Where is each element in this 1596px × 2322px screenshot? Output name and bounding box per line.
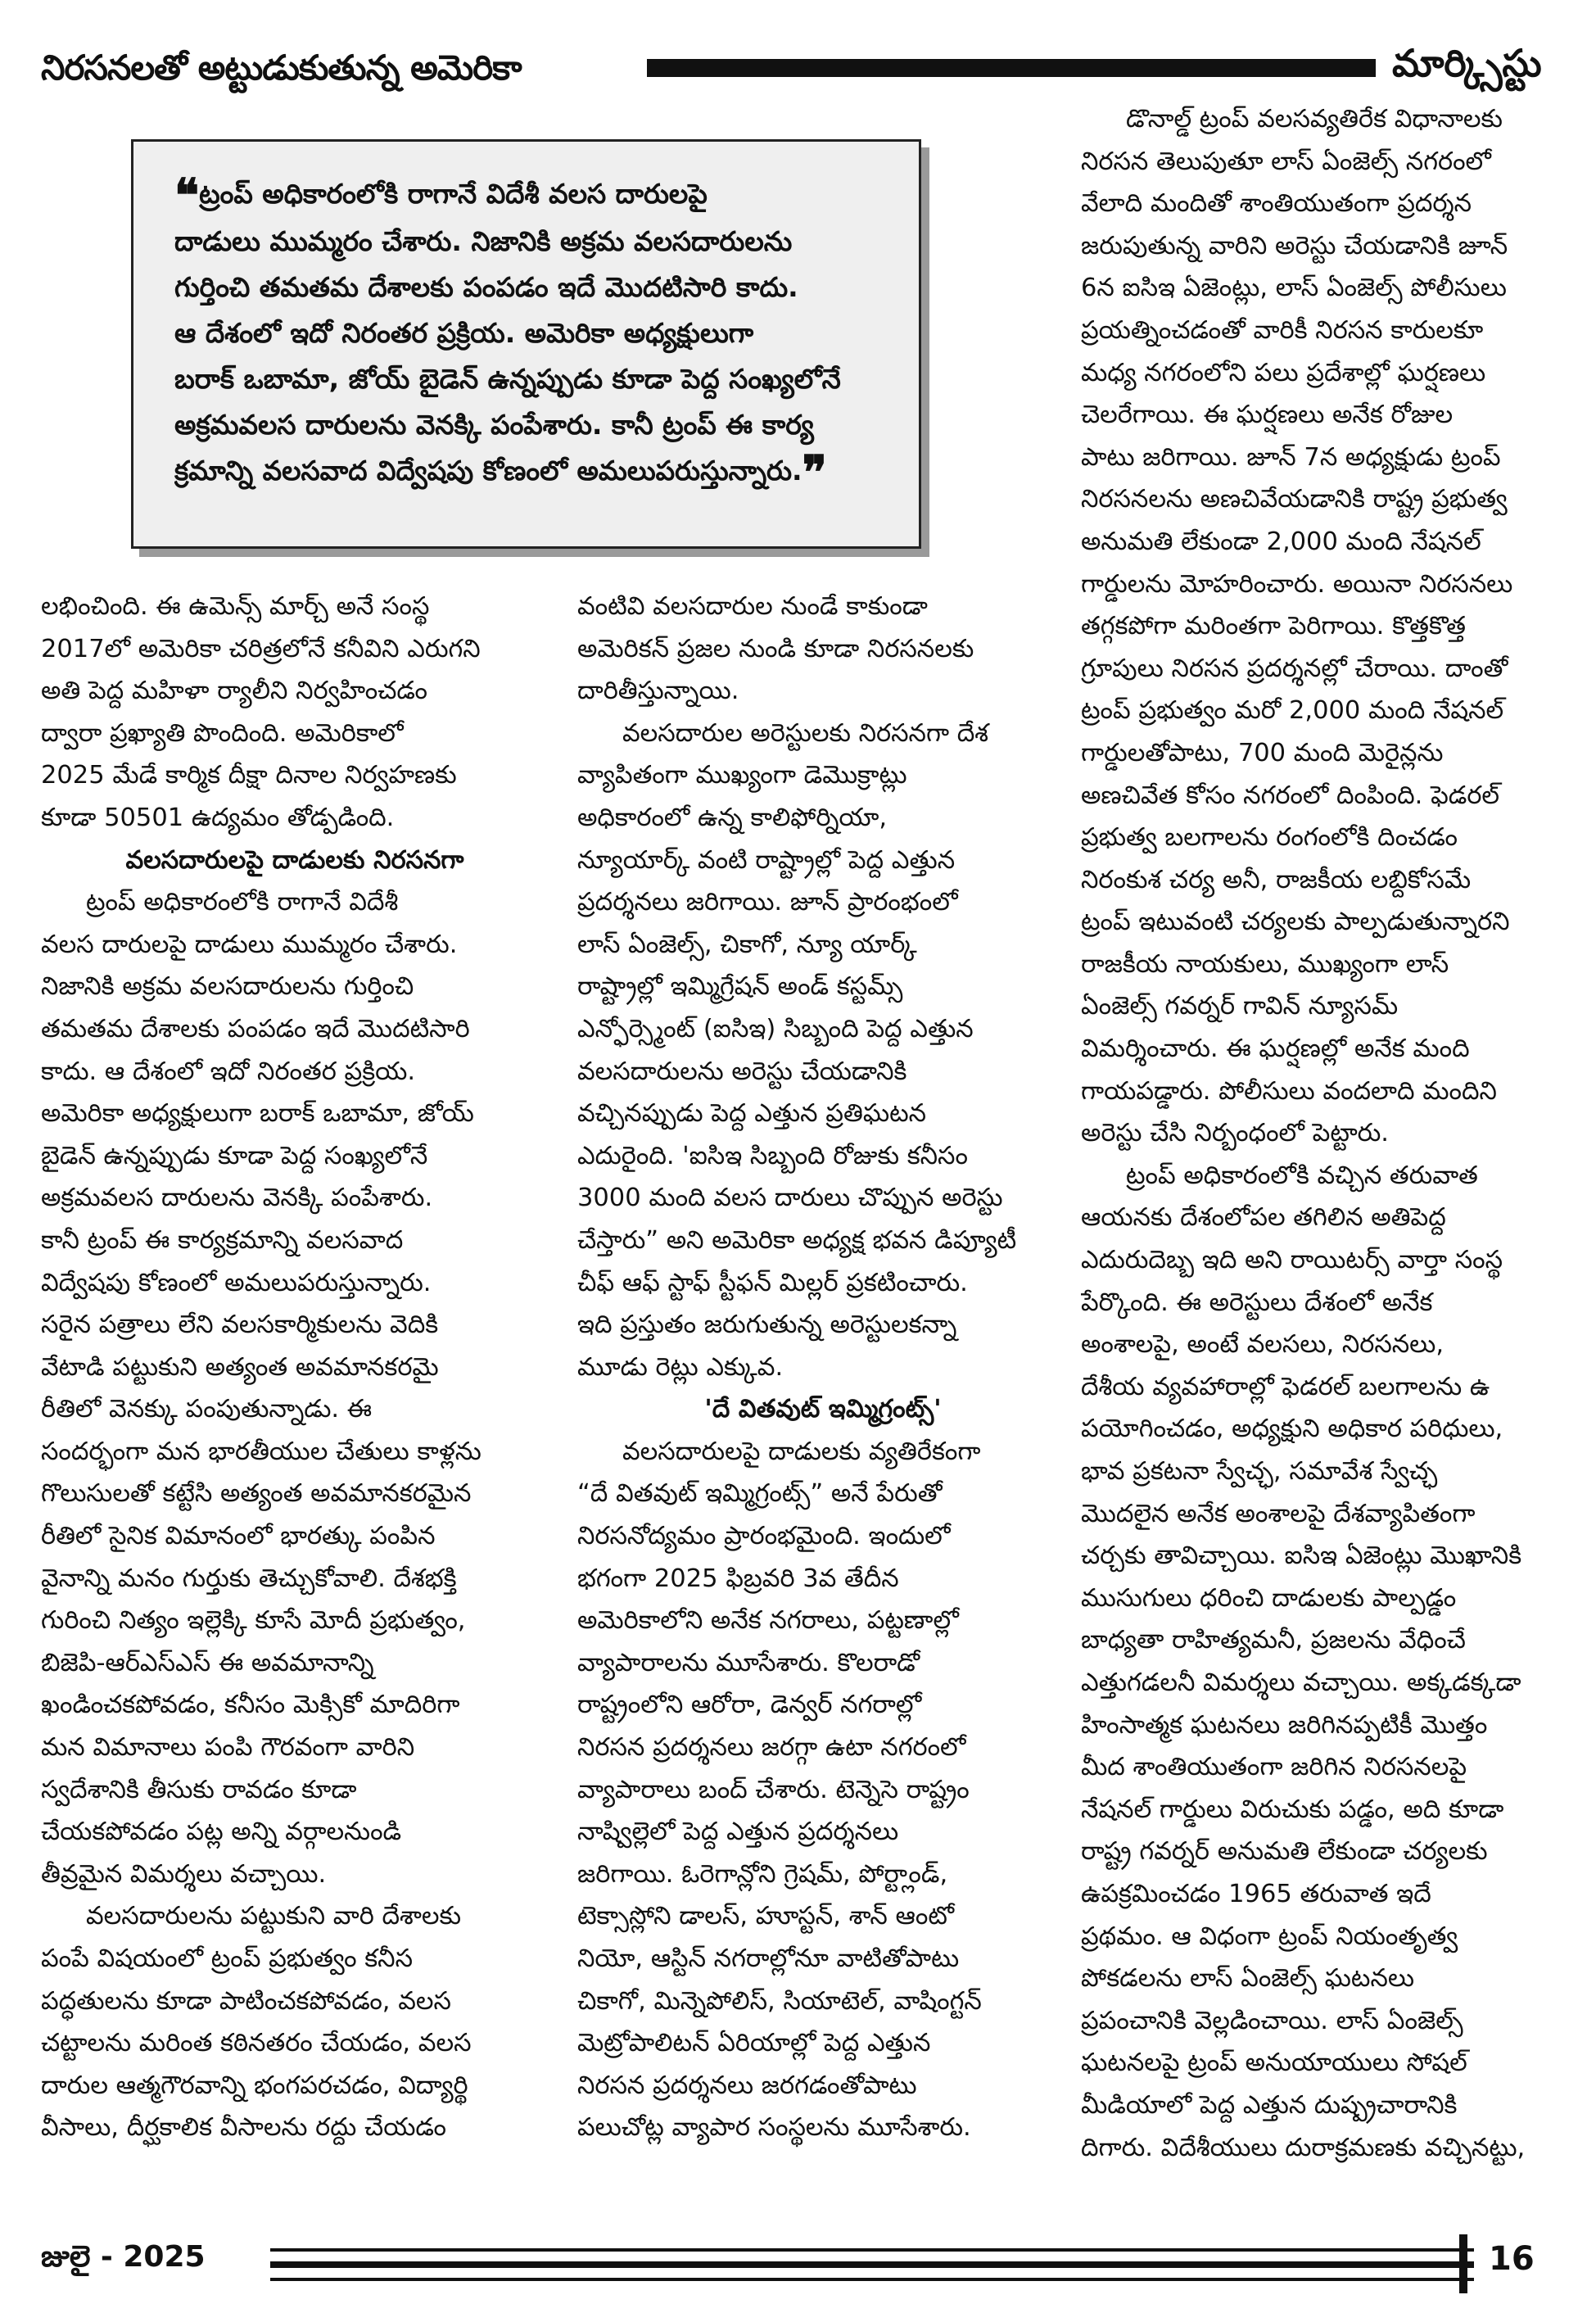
text-line: పయోగించడం, అధ్యక్షుని అధికార పరిధులు, [1081,1414,1503,1444]
text-line: డొనాల్డ్ ట్రంప్ వలసవ్యతిరేక విధానాలకు [1126,105,1503,134]
text-line: వేటాడి పట్టుకుని అత్యంత అవమానకరమై [41,1352,439,1382]
text-line: ప్రపంచానికి వెల్లడించాయి. లాస్ ఏంజెల్స్ [1081,2006,1463,2035]
text-line: కాదు. ఆ దేశంలో ఇదో నిరంతర ప్రక్రియ. [41,1057,416,1086]
text-line: లభించింది. ఈ ఉమెన్స్ మార్చ్ అనే సంస్థ [41,592,430,621]
text-line: గాయపడ్డారు. పోలీసులు వందలాది మందిని [1081,1076,1497,1106]
text-line: ప్రథమం. ఆ విధంగా ట్రంప్ నియంతృత్వ [1081,1921,1458,1951]
text-line: రాష్ట్ర గవర్నర్ అనుమతి లేకుండా చర్యలకు [1081,1837,1488,1867]
text-line: వ్యాపారాలను మూసేశారు. కొలరాడో [577,1648,920,1677]
text-line: దారితీస్తున్నాయి. [577,677,739,706]
text-line: సరైన పత్రాలు లేని వలసకార్మికులను వెదికి [41,1310,439,1340]
text-line: చేయకపోవడం పట్ల అన్ని వర్గాలనుండి [41,1817,402,1847]
text-line: ఆయనకు దేశంలోపల తగిలిన అతిపెద్ద [1081,1203,1446,1233]
text-line: జరిగాయి. ఓరెగాన్లోని గ్రెషమ్, పోర్ట్లాండ్, [577,1859,948,1889]
text-line: 6న ఐసిఇ ఏజెంట్లు, లాస్ ఏంజెల్స్ పోలీసులు [1081,274,1507,303]
text-line: చట్టాలను మరింత కఠినతరం చేయడం, వలస [41,2029,472,2058]
text-line: మీడియాలో పెద్ద ఎత్తున దుష్ప్రచారానికి [1081,2090,1458,2120]
text-line: తీవ్రమైన విమర్శలు వచ్చాయి. [41,1859,327,1889]
article-column-1 [41,586,549,2149]
pull-quote-box [131,139,921,549]
header-rule [647,59,1376,77]
text-line: ట్రంప్ ఇటువంటి చర్యలకు పాల్పడుతున్నారని [1081,908,1510,937]
issue-date: జులై - 2025 [41,2240,206,2274]
text-line: రీతిలో వెనక్కు పంపుతున్నాడు. ఈ [41,1395,373,1424]
text-line: ట్రంప్ అధికారంలోకి రాగానే విదేశీ [86,888,399,917]
footer-bar [1459,2234,1467,2293]
text-line: విమర్శించారు. ఈ ఘర్షణల్లో అనేక మంది [1081,1034,1470,1064]
text-line: అతి పెద్ద మహిళా ర్యాలీని నిర్వహించడం [41,677,427,706]
text-line: ఎదురైంది. 'ఐసిఇ సిబ్బంది రోజుకు కనీసం [577,1141,968,1170]
text-line: భగంగా 2025 ఫిబ్రవరి 3వ తేదీన [577,1564,899,1593]
text-line: అణచివేత కోసం నగరంలో దింపింది. ఫెడరల్ [1081,781,1500,810]
text-line: ఉపక్రమించడం 1965 తరువాత ఇదే [1081,1879,1431,1908]
pull-quote-line: క్రమాన్ని వలసవాద విద్వేషపు కోణంలో అమలుపరుస్తున్నారు.❞ [174,448,886,496]
pull-quote-line: అక్రమవలస దారులను వెనక్కి పంపేశారు. కానీ ట్రంప్ ఈ కార్య [174,409,814,441]
text-line: ఇది ప్రస్తుతం జరుగుతున్న అరెస్టులకన్నా [577,1310,957,1340]
text-line: గార్డులతోపాటు, 700 మంది మెరైన్లను [1081,738,1444,767]
text-line: వలసదారులను అరెస్టు చేయడానికి [577,1057,907,1086]
text-line: అమెరికన్ ప్రజల నుండి కూడా నిరసనలకు [577,634,974,663]
pull-quote-line: ఆ దేశంలో ఇదో నిరంతర ప్రక్రియ. అమెరికా అధ్యక్షులుగా [174,317,754,349]
text-line: కానీ ట్రంప్ ఈ కార్యక్రమాన్ని వలసవాద [41,1225,404,1255]
text-line: చీఫ్ ఆఫ్ స్టాఫ్ స్టీఫన్ మిల్లర్ ప్రకటించారు. [577,1268,968,1297]
text-line: ఎత్తుగడలనీ విమర్శలు వచ్చాయి. అక్కడక్కడా [1081,1668,1521,1697]
article-column-3 [1081,98,1572,2169]
text-line: రీతిలో సైనిక విమానంలో భారత్కు పంపిన [41,1522,436,1551]
text-line: నాష్విల్లెలో పెద్ద ఎత్తున ప్రదర్శనలు [577,1817,899,1847]
text-line: వైనాన్ని మనం గుర్తుకు తెచ్చుకోవాలి. దేశభక్తి [41,1564,457,1593]
text-line: జరుపుతున్న వారిని అరెస్టు చేయడానికి జూన్ [1081,231,1508,260]
text-line: నిరసన ప్రదర్శనలు జరగడంతోపాటు [577,2071,917,2100]
text-line: 3000 మంది వలస దారులు చొప్పున అరెస్టు [577,1184,1003,1213]
text-line: వలసదారులపై దాడులకు వ్యతిరేకంగా [622,1437,981,1466]
text-line: వ్యాపితంగా ముఖ్యంగా డెమొక్రాట్లు [577,761,907,790]
text-line: పలుచోట్ల వ్యాపార సంస్థలను మూసేశారు. [577,2113,971,2143]
text-line: అమెరికాలోని అనేక నగరాలు, పట్టణాల్లో [577,1606,959,1636]
text-line: వంటివి వలసదారుల నుండే కాకుండా [577,592,928,621]
text-line: రాష్ట్రంలోని ఆరోరా, డెన్వర్ నగరాల్లో [577,1691,922,1720]
subheading: వలసదారులపై దాడులకు నిరసనగా [125,845,464,875]
pull-quote-line: బరాక్ ఒబామా, జోయ్ బైడెన్ ఉన్నప్పుడు కూడా పెద్ద సంఖ్యలోనే [174,363,841,395]
text-line: తమతమ దేశాలకు పంపడం ఇదే మొదటిసారి [41,1014,470,1043]
text-line: వలసదారులను పట్టుకుని వారి దేశాలకు [86,1902,462,1931]
text-line: ముసుగులు ధరించి దాడులకు పాల్పడ్డం [1081,1583,1457,1613]
text-line: నిరసనోద్యమం ప్రారంభమైంది. ఇందులో [577,1522,951,1551]
text-line: దారుల ఆత్మగౌరవాన్ని భంగపరచడం, విద్యార్థి [41,2071,468,2100]
text-line: దిగారు. విదేశీయులు దురాక్రమణకు వచ్చినట్టు, [1081,2133,1526,2162]
article-column-2 [577,586,1069,2149]
text-line: ఏంజెల్స్ గవర్నర్ గావిన్ న్యూసమ్ [1081,992,1399,1021]
text-line: నిరసన ప్రదర్శనలు జరగ్గా ఉటా నగరంలో [577,1733,966,1763]
text-line: ఎన్ఫోర్స్మెంట్ (ఐసిఇ) సిబ్బంది పెద్ద ఎత్తున [577,1014,974,1043]
text-line: బిజెపి-ఆర్ఎస్ఎస్ ఈ అవమానాన్ని [41,1648,374,1677]
text-line: ద్వారా ప్రఖ్యాతి పొందింది. అమెరికాలో [41,718,404,748]
text-line: మీద శాంతియుతంగా జరిగిన నిరసనలపై [1081,1753,1467,1782]
section-title: నిరసనలతో అట్టుడుకుతున్న అమెరికా [41,48,522,88]
page-number: 16 [1489,2240,1535,2278]
text-line: దేశీయ వ్యవహారాల్లో ఫెడరల్ బలగాలను ఉ [1081,1372,1490,1401]
text-line: రాజకీయ నాయకులు, ముఖ్యంగా లాస్ [1081,949,1449,979]
text-line: చర్చకు తావిచ్చాయి. ఐసిఇ ఏజెంట్లు మొఖానికి [1081,1541,1522,1571]
text-line: విద్వేషపు కోణంలో అమలుపరుస్తున్నారు. [41,1268,432,1297]
text-line: వలస దారులపై దాడులు ముమ్మరం చేశారు. [41,930,458,959]
text-line: వచ్చినప్పుడు పెద్ద ఎత్తున ప్రతిఘటన [577,1099,927,1129]
text-line: పద్ధతులను కూడా పాటించకపోవడం, వలస [41,1986,451,2016]
text-line: ఎదురుదెబ్బ ఇది అని రాయిటర్స్ వార్తా సంస్థ [1081,1246,1503,1275]
text-line: చికాగో, మిన్నెపోలిస్, సియాటెల్, వాషింగ్టన్ [577,1986,982,2016]
text-line: ప్రయత్నించడంతో వారికీ నిరసన కారులకూ [1081,315,1484,345]
text-line: నిజానికి అక్రమ వలసదారులను గుర్తించి [41,972,414,1002]
text-line: కూడా 50501 ఉద్యమం తోడ్పడింది. [41,803,395,832]
magazine-name: మార్క్సిస్టు [1392,41,1542,85]
text-line: ప్రదర్శనలు జరిగాయి. జూన్ ప్రారంభంలో [577,888,958,917]
text-line: మొదలైన అనేక అంశాలపై దేశవ్యాపితంగా [1081,1499,1476,1528]
subheading: 'దే వితవుట్ ఇమ్మిగ్రంట్స్' [704,1395,942,1424]
text-line: రాష్ట్రాల్లో ఇమ్మిగ్రేషన్ అండ్ కస్టమ్స్ [577,972,903,1002]
text-line: అరెస్టు చేసి నిర్బంధంలో పెట్టారు. [1081,1119,1389,1148]
text-line: “దే వితవుట్ ఇమ్మిగ్రంట్స్” అనే పేరుతో [577,1479,943,1509]
text-line: గురించి నిత్యం ఇల్లెక్కి కూసే మోదీ ప్రభుత్వం, [41,1606,466,1636]
text-line: బాధ్యతా రాహిత్యమనీ, ప్రజలను వేధించే [1081,1626,1466,1655]
text-line: గొలుసులతో కట్టేసి అత్యంత అవమానకరమైన [41,1479,472,1509]
text-line: పంపే విషయంలో ట్రంప్ ప్రభుత్వం కనీస [41,1944,414,1973]
pull-quote-line: దాడులు ముమ్మరం చేశారు. నిజానికి అక్రమ వలసదారులను [174,225,793,257]
text-line: తగ్గకపోగా మరింతగా పెరిగాయి. కొత్తకొత్త [1081,612,1466,641]
open-quote-icon: ❝ [174,171,200,219]
text-line: అమెరికా అధ్యక్షులుగా బరాక్ ఒబామా, జోయ్ [41,1099,474,1129]
text-line: మధ్య నగరంలోని పలు ప్రదేశాల్లో ఘర్షణలు [1081,358,1486,387]
text-line: నిరంకుశ చర్య అనీ, రాజకీయ లబ్దికోసమే [1081,865,1472,894]
text-line: 2025 మేడే కార్మిక దీక్షా దినాల నిర్వహణకు [41,761,457,790]
text-line: మన విమానాలు పంపి గౌరవంగా వారిని [41,1733,415,1763]
text-line: నియో, ఆస్టిన్ నగరాల్లోనూ వాటితోపాటు [577,1944,960,1973]
text-line: నేషనల్ గార్డులు విరుచుకు పడ్డం, అది కూడా [1081,1795,1504,1824]
text-line: గ్రూపులు నిరసన ప్రదర్శనల్లో చేరాయి. దాంతో [1081,654,1508,683]
text-line: వ్యాపారాలు బంద్ చేశారు. టెన్నెసె రాష్ట్రం [577,1775,970,1804]
text-line: న్యూయార్క్ వంటి రాష్ట్రాల్లో పెద్ద ఎత్తున [577,845,956,875]
text-line: అనుమతి లేకుండా 2,000 మంది నేషనల్ [1081,527,1481,556]
text-line: స్వదేశానికి తీసుకు రావడం కూడా [41,1775,357,1804]
text-line: 2017లో అమెరికా చరిత్రలోనే కనీవిని ఎరుగని [41,634,481,663]
text-line: ప్రభుత్వ బలగాలను రంగంలోకి దించడం [1081,823,1458,853]
text-line: సందర్భంగా మన భారతీయుల చేతులు కాళ్లను [41,1437,482,1466]
text-line: హింసాత్మక ఘటనలు జరిగినప్పటికీ మొత్తం [1081,1710,1488,1740]
text-line: చెలరేగాయి. ఈ ఘర్షణలు అనేక రోజుల [1081,401,1454,430]
text-line: టెక్సాస్లోని డాలస్, హూస్టన్, శాన్ ఆంటో [577,1902,954,1931]
text-line: గార్డులను మోహరించారు. అయినా నిరసనలు [1081,569,1513,599]
text-line: పాటు జరిగాయి. జూన్ 7న అధ్యక్షుడు ట్రంప్ [1081,442,1501,472]
text-line: లాస్ ఏంజెల్స్, చికాగో, న్యూ యార్క్ [577,930,917,959]
text-line: ఖండించకపోవడం, కనీసం మెక్సికో మాదిరిగా [41,1691,460,1720]
text-line: చేస్తారు” అని అమెరికా అధ్యక్ష భవన డిప్యూటీ [577,1225,1017,1255]
text-line: నిరసన తెలుపుతూ లాస్ ఏంజెల్స్ నగరంలో [1081,147,1491,176]
text-line: వేలాది మందితో శాంతియుతంగా ప్రదర్శన [1081,189,1472,219]
pull-quote-line: గుర్తించి తమతమ దేశాలకు పంపడం ఇదే మొదటిసారి కాదు. [174,271,798,303]
text-line: నిరసనలను అణచివేయడానికి రాష్ట్ర ప్రభుత్వ [1081,485,1508,514]
text-line: ఘటనలపై ట్రంప్ అనుయాయులు సోషల్ [1081,2048,1467,2078]
close-quote-icon: ❞ [802,448,827,496]
text-line: బైడెన్ ఉన్నప్పుడు కూడా పెద్ద సంఖ్యలోనే [41,1141,428,1170]
text-line: అక్రమవలస దారులను వెనక్కి పంపేశారు. [41,1184,433,1213]
text-line: అంశాలపై, అంటే వలసలు, నిరసనలు, [1081,1330,1445,1360]
text-line: ట్రంప్ ప్రభుత్వం మరో 2,000 మంది నేషనల్ [1081,696,1504,726]
text-line: వలసదారుల అరెస్టులకు నిరసనగా దేశ [622,718,989,748]
text-line: మెట్రోపాలిటన్ ఏరియాల్లో పెద్ద ఎత్తున [577,2029,931,2058]
footer-rule [270,2248,1474,2281]
pull-quote-line: ❝ట్రంప్ అధికారంలోకి రాగానే విదేశీ వలస దారులపై [174,171,886,219]
text-line: పోకడలను లాస్ ఏంజెల్స్ ఘటనలు [1081,1964,1415,1994]
text-line: భావ ప్రకటనా స్వేచ్ఛ, సమావేశ స్వేచ్ఛ [1081,1457,1438,1486]
text-line: అధికారంలో ఉన్న కాలిఫోర్నియా, [577,803,888,832]
text-line: వీసాలు, దీర్ఘకాలిక వీసాలను రద్దు చేయడం [41,2113,446,2143]
text-line: పేర్కొంది. ఈ అరెస్టులు దేశంలో అనేక [1081,1288,1433,1317]
text-line: మూడు రెట్లు ఎక్కువ. [577,1352,784,1382]
text-line: ట్రంప్ అధికారంలోకి వచ్చిన తరువాత [1126,1161,1478,1190]
